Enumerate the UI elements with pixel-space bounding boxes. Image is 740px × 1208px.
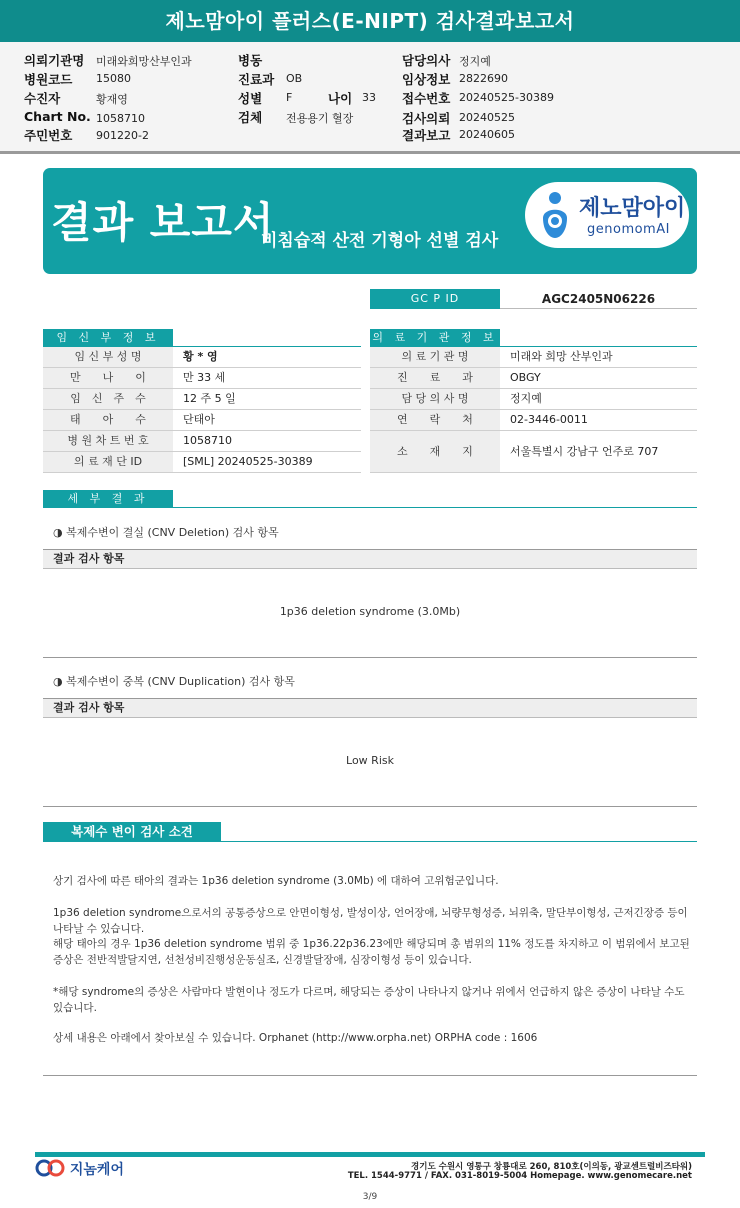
header-value-specimen: 전용용기 혈장	[286, 112, 354, 125]
institution-row	[370, 410, 697, 431]
institution-row	[370, 368, 697, 389]
findings-paragraph-range: 해당 태아의 경우 1p36 deletion syndrome 범위 중 1p36.22p36.23에만 해당되며 총 범위의 11% 정도를 차지하고 이 범위에서 보고된 증상은 전반적발달지연, 선천성비진행성운동실조, 신경발달장애, 심장이형성 등이 있습니다.	[53, 938, 690, 966]
pregnancy-row-label: 의 료 재 단 ID	[43, 452, 173, 472]
page-number: 3/9	[362, 1192, 378, 1202]
cnv-duplication-heading: ◑ 복제수변이 중복 (CNV Duplication) 검사 항목	[53, 675, 295, 688]
header-label-hospital-code: 병원코드	[24, 72, 73, 87]
genomom-logo-icon	[535, 188, 575, 242]
pregnancy-row-label: 임 신 주 수	[43, 389, 173, 409]
header-value-report-date: 20240605	[459, 128, 515, 141]
cnv-duplication-column-header: 결과 검사 항목	[43, 698, 697, 718]
institution-row-value: 서울특별시 강남구 언주로 707	[510, 445, 659, 458]
header-label-age: 나이	[328, 91, 353, 106]
findings-paragraph-summary: 상기 검사에 따른 태아의 결과는 1p36 deletion syndrome (3.0Mb) 에 대하여 고위험군입니다.	[53, 875, 499, 887]
findings-paragraph-symptoms: 1p36 deletion syndrome으로서의 공통증상으로 안면이형성, 발성이상, 언어장애, 뇌량무형성증, 뇌위축, 말단부이형성, 근저긴장증 등이 나타날 수 있습니다.	[53, 907, 688, 935]
header-label-request-date: 검사의뢰	[402, 111, 451, 126]
pregnancy-row-label: 태 아 수	[43, 410, 173, 430]
genomecare-logo-text: 지놈케어	[69, 1162, 124, 1178]
pregnancy-row-label: 병 원 차 트 번 호	[43, 431, 173, 451]
gc-pid-value: AGC2405N06226	[500, 289, 697, 309]
header-label-doctor: 담당의사	[402, 53, 451, 68]
header-value-request-date: 20240525	[459, 111, 515, 124]
header-label-receipt-no: 접수번호	[402, 91, 451, 106]
header-value-resident-no: 901220-2	[96, 129, 149, 142]
institution-info-tag: 의 료 기 관 정 보	[370, 329, 500, 347]
header-label-specimen: 검체	[238, 110, 263, 125]
pregnancy-row-value: 1058710	[183, 434, 232, 447]
result-report-subtitle: 비침습적 산전 기형아 선별 검사	[261, 231, 499, 251]
header-label-report-date: 결과보고	[402, 128, 451, 143]
header-value-doctor: 정지예	[459, 55, 491, 68]
pregnancy-row	[43, 410, 361, 431]
gc-pid-label: GC P ID	[370, 289, 500, 309]
cnv-findings-tag: 복제수 변이 검사 소견	[43, 822, 221, 842]
footer-contact: TEL. 1544-9771 / FAX. 031-8019-5004 Homepage. www.genomecare.net	[347, 1171, 692, 1181]
detail-results-tag: 세 부 결 과	[43, 490, 173, 508]
header-value-department: OB	[286, 72, 303, 85]
report-banner-title: 제노맘아이 플러스(E-NIPT) 검사결과보고서	[0, 0, 740, 42]
pregnancy-row	[43, 431, 361, 452]
header-value-age: 33	[362, 91, 376, 104]
header-value-institution: 미래와희망산부인과	[96, 55, 192, 68]
cnv-duplication-result: Low Risk	[346, 754, 394, 767]
pregnancy-row-label: 임 신 부 성 명	[43, 347, 173, 367]
cnv-deletion-heading: ◑ 복제수변이 결실 (CNV Deletion) 검사 항목	[53, 526, 279, 539]
header-label-resident-no: 주민번호	[24, 128, 73, 143]
findings-paragraph-reference: 상세 내용은 아래에서 찾아보실 수 있습니다. Orphanet (http://www.orpha.net) ORPHA code : 1606	[53, 1032, 538, 1044]
header-value-patient: 황재영	[96, 93, 128, 106]
cnv-findings-divider	[43, 841, 697, 842]
pregnancy-row	[43, 347, 361, 368]
header-label-department: 진료과	[238, 72, 275, 87]
findings-paragraph-note: *해당 syndrome의 증상은 사람마다 발현이나 정도가 다르며, 해당되는 증상이 나타나지 않거나 위에서 언급하지 않은 증상이 나타날 수도 있습니다.	[53, 986, 685, 1014]
institution-row-label: 의 료 기 관 명	[370, 347, 500, 367]
cnv-duplication-bottom-rule	[43, 806, 697, 807]
pregnancy-row-value: [SML] 20240525-30389	[183, 455, 313, 468]
cnv-deletion-column-header: 결과 검사 항목	[43, 549, 697, 569]
header-label-chart-no: Chart No.	[24, 109, 91, 124]
genomecare-logo-icon	[35, 1159, 65, 1177]
genomom-logo-english: genomomAI	[587, 222, 670, 237]
footer-address: 경기도 수원시 영통구 창룡대로 260, 810호(이의동, 광교센트럴비즈타워)	[411, 1162, 692, 1172]
institution-row-label: 담 당 의 사 명	[370, 389, 500, 409]
genomom-logo	[525, 182, 689, 248]
header-value-sex: F	[286, 91, 293, 104]
header-label-sex: 성별	[238, 91, 263, 106]
genomecare-logo	[35, 1159, 124, 1179]
pregnancy-row-value: 만 33 세	[183, 371, 226, 384]
institution-row-label: 진 료 과	[370, 368, 500, 388]
genomom-logo-korean: 제노맘아이	[579, 196, 686, 221]
institution-row-label: 연 락 처	[370, 410, 500, 430]
header-value-clinical-info: 2822690	[459, 72, 508, 85]
pregnancy-row-value: 단태아	[183, 413, 215, 426]
institution-row	[370, 389, 697, 410]
institution-row-value: OBGY	[510, 371, 541, 384]
pregnancy-row	[43, 452, 361, 473]
pregnancy-row-label: 만 나 이	[43, 368, 173, 388]
pregnancy-row-value: 황 * 영	[183, 350, 218, 363]
header-value-receipt-no: 20240525-30389	[459, 91, 554, 104]
pregnancy-row-value: 12 주 5 일	[183, 392, 236, 405]
cnv-deletion-bottom-rule	[43, 657, 697, 658]
institution-row-value: 02-3446-0011	[510, 413, 588, 426]
result-report-banner	[43, 168, 697, 274]
detail-results-divider	[43, 507, 697, 508]
institution-row-value: 미래와 희망 산부인과	[510, 350, 613, 363]
institution-row-label: 소 재 지	[370, 431, 500, 472]
institution-row	[370, 431, 697, 473]
patient-header	[0, 42, 740, 154]
header-label-institution: 의뢰기관명	[24, 53, 85, 68]
pregnancy-row	[43, 368, 361, 389]
cnv-deletion-result: 1p36 deletion syndrome (3.0Mb)	[279, 605, 461, 618]
header-label-ward: 병동	[238, 53, 263, 68]
pregnancy-info-tag: 임 신 부 정 보	[43, 329, 173, 347]
footer-accent-line	[35, 1152, 705, 1157]
institution-row-value: 정지예	[510, 392, 542, 405]
findings-bottom-rule	[43, 1075, 697, 1076]
header-value-hospital-code: 15080	[96, 72, 131, 85]
header-label-clinical-info: 임상정보	[402, 72, 451, 87]
header-value-chart-no: 1058710	[96, 112, 145, 125]
header-label-patient: 수진자	[24, 91, 61, 106]
pregnancy-row	[43, 389, 361, 410]
result-report-title: 결과 보고서	[51, 198, 275, 247]
institution-row	[370, 347, 697, 368]
